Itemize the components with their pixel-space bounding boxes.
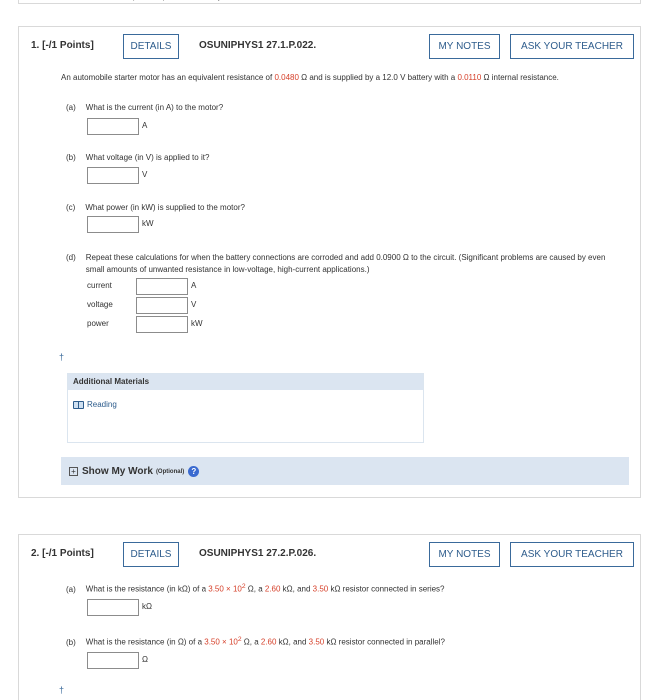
part-question: What is the resistance (in kΩ) of a bbox=[85, 584, 209, 594]
answer-b-input[interactable] bbox=[87, 652, 139, 669]
unit-label: V bbox=[142, 170, 148, 179]
reading-label: Reading bbox=[87, 400, 117, 409]
resistor-value: 3.50 × 10 bbox=[204, 637, 238, 647]
additional-materials-panel bbox=[67, 373, 424, 443]
optional-label: (Optional) bbox=[155, 469, 185, 475]
question-card-2 bbox=[18, 534, 641, 700]
show-my-work-toggle[interactable] bbox=[61, 457, 629, 485]
resistance-value: 0.0480 bbox=[274, 73, 299, 82]
resistor-value: 3.50 bbox=[312, 584, 329, 594]
unit-label: kW bbox=[191, 319, 203, 328]
question-code: OSUNIPHYS1 27.2.P.026. bbox=[199, 548, 317, 559]
problem-text: An automobile starter motor has an equivalent resistance of bbox=[61, 73, 275, 82]
show-work-label: Show My Work bbox=[82, 465, 153, 477]
part-label: (a) bbox=[66, 584, 76, 594]
part-a bbox=[66, 103, 223, 112]
unit-label: kW bbox=[142, 219, 154, 228]
part-question: kΩ, and bbox=[280, 584, 313, 594]
part-d bbox=[66, 252, 606, 276]
reading-link[interactable] bbox=[73, 400, 117, 409]
details-button[interactable]: DETAILS bbox=[123, 542, 179, 567]
part-c bbox=[66, 203, 245, 212]
problem-text: Ω internal resistance. bbox=[481, 73, 559, 82]
part-question: What voltage (in V) is applied to it? bbox=[85, 153, 210, 162]
part-question: kΩ, and bbox=[276, 637, 309, 647]
answer-b-input[interactable] bbox=[87, 167, 139, 184]
problem-text: Ω and is supplied by a 12.0 V battery with a bbox=[298, 73, 458, 82]
part-question: Ω, a bbox=[241, 637, 261, 647]
d-row-label: current bbox=[87, 281, 112, 290]
ask-teacher-button[interactable]: ASK YOUR TEACHER bbox=[510, 34, 634, 59]
dagger-icon: † bbox=[59, 685, 65, 695]
internal-resistance-value: 0.0110 bbox=[457, 73, 482, 82]
my-notes-button[interactable]: MY NOTES bbox=[429, 34, 500, 59]
unit-label: kΩ bbox=[142, 602, 152, 611]
answer-d-voltage-input[interactable] bbox=[136, 297, 188, 314]
unit-label: Ω bbox=[142, 655, 148, 664]
exponent: 2 bbox=[241, 583, 246, 590]
resistor-value: 3.50 bbox=[308, 637, 325, 647]
answer-c-input[interactable] bbox=[87, 216, 139, 233]
part-question: kΩ resistor connected in parallel? bbox=[324, 637, 445, 647]
part-question: kΩ resistor connected in series? bbox=[328, 584, 445, 594]
my-notes-button[interactable]: MY NOTES bbox=[429, 542, 500, 567]
part-question: Ω, a bbox=[245, 584, 265, 594]
exponent: 2 bbox=[237, 636, 242, 643]
question-points: 1. [-/1 Points] bbox=[31, 40, 94, 51]
part-b bbox=[66, 636, 445, 647]
part-question: What is the current (in A) to the motor? bbox=[85, 103, 224, 112]
unit-label: A bbox=[142, 121, 148, 130]
part-question: What power (in kW) is supplied to the motor? bbox=[85, 203, 245, 212]
unit-label: V bbox=[191, 300, 197, 309]
question-header bbox=[19, 27, 640, 63]
book-icon bbox=[73, 401, 84, 409]
part-question: What is the resistance (in Ω) of a bbox=[85, 637, 205, 647]
part-label: (c) bbox=[66, 203, 76, 212]
dagger-icon: † bbox=[59, 352, 65, 362]
answer-a-input[interactable] bbox=[87, 118, 139, 135]
question-code: OSUNIPHYS1 27.1.P.022. bbox=[199, 40, 317, 51]
additional-materials-heading: Additional Materials bbox=[68, 374, 423, 390]
details-button[interactable]: DETAILS bbox=[123, 34, 179, 59]
question-header bbox=[19, 535, 640, 571]
answer-d-current-input[interactable] bbox=[136, 278, 188, 295]
unit-label: A bbox=[191, 281, 197, 290]
d-row-label: voltage bbox=[87, 300, 113, 309]
previous-card-bottom bbox=[18, 0, 641, 4]
expand-icon: + bbox=[69, 467, 78, 476]
part-label: (a) bbox=[66, 103, 76, 112]
part-b bbox=[66, 153, 209, 162]
ask-teacher-button[interactable]: ASK YOUR TEACHER bbox=[510, 542, 634, 567]
part-label: (b) bbox=[66, 153, 76, 162]
part-a bbox=[66, 583, 445, 594]
question-card-1 bbox=[18, 26, 641, 498]
resistor-value: 3.50 × 10 bbox=[208, 584, 242, 594]
help-icon[interactable]: ? bbox=[188, 466, 199, 477]
part-question: Repeat these calculations for when the battery connections are corroded and add 0.0900 Ω to the circuit. (Significant problems are caused by even small amounts of unwanted resistance in low-voltage, high-current applications.) bbox=[85, 253, 606, 274]
answer-a-input[interactable] bbox=[87, 599, 139, 616]
part-label: (b) bbox=[66, 637, 76, 647]
d-row-label: power bbox=[87, 319, 109, 328]
resistor-value: 2.60 bbox=[260, 637, 277, 647]
resistor-value: 2.60 bbox=[264, 584, 281, 594]
question-points: 2. [-/1 Points] bbox=[31, 548, 94, 559]
answer-d-power-input[interactable] bbox=[136, 316, 188, 333]
submission-note bbox=[21, 0, 257, 1]
problem-statement bbox=[61, 71, 633, 84]
part-label: (d) bbox=[66, 253, 76, 262]
